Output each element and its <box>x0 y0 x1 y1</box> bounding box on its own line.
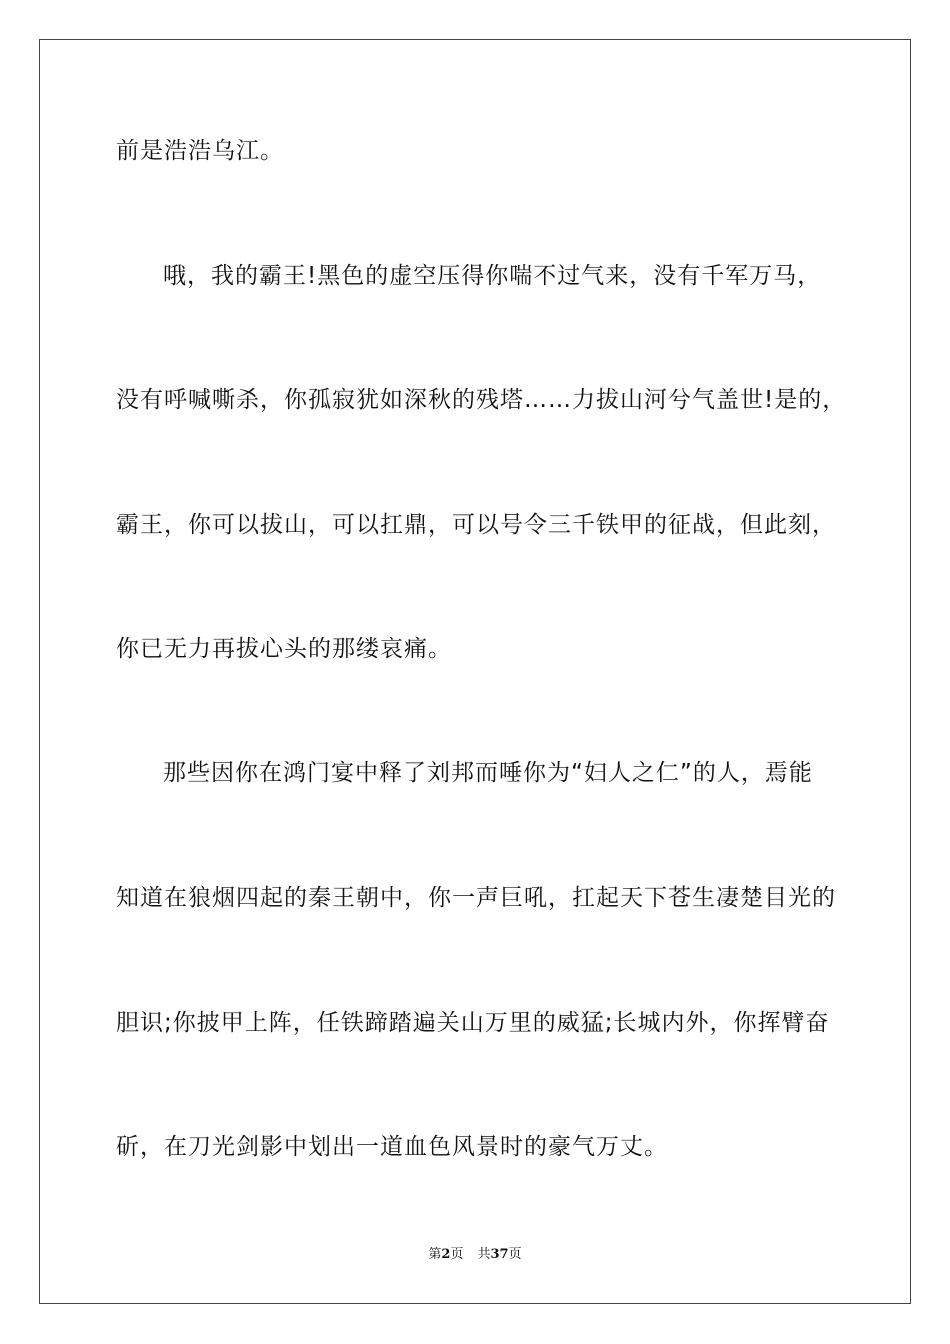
paragraph-line-2: 哦，我的霸王!黑色的虚空压得你喘不过气来，没有千军万马， <box>163 263 822 289</box>
footer-total-prefix: 共 <box>477 1247 491 1262</box>
paragraph-line-5: 你已无力再拔心头的那缕哀痛。 <box>116 636 452 662</box>
paragraph-line-7: 知道在狼烟四起的秦王朝中，你一声巨吼，扛起天下苍生凄楚目光的 <box>116 885 836 911</box>
paragraph-line-6: 那些因你在鸿门宴中释了刘邦而唾你为“妇人之仁”的人，焉能 <box>163 760 813 786</box>
paragraph-line-8: 胆识;你披甲上阵，任铁蹄踏遍关山万里的威猛;长城内外，你挥臂奋 <box>116 1010 830 1036</box>
paragraph-line-4: 霸王，你可以拔山，可以扛鼎，可以号令三千铁甲的征战，但此刻， <box>116 512 836 538</box>
footer-page-number: 2 <box>441 1247 451 1262</box>
paragraph-line-3: 没有呼喊嘶杀，你孤寂犹如深秋的残塔……力拔山河兮气盖世!是的， <box>116 387 847 413</box>
footer-total-pages: 37 <box>490 1247 509 1262</box>
footer-page-prefix: 第 <box>428 1247 442 1262</box>
footer-page-suffix: 页 <box>450 1247 464 1262</box>
paragraph-line-9: 斫，在刀光剑影中划出一道血色风景时的豪气万丈。 <box>116 1134 668 1160</box>
paragraph-line-1: 前是浩浩乌江。 <box>116 138 284 164</box>
page-border <box>39 39 911 1304</box>
page-footer <box>0 1246 950 1264</box>
footer-total-suffix: 页 <box>508 1247 522 1262</box>
